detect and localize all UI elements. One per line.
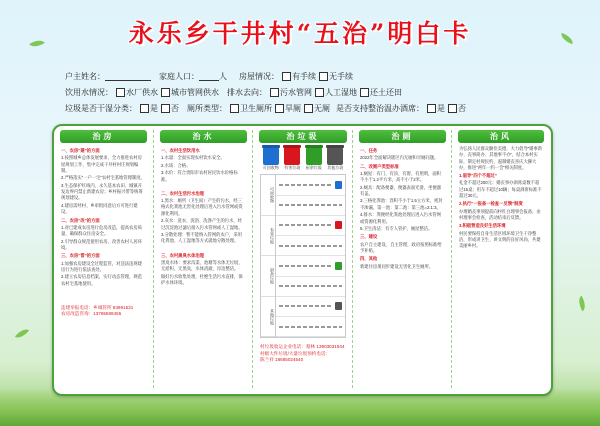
paragraph: 礼金不超过200元；婚丧事办酒席桌数不超过15桌；用车不超过10辆；每桌酒席标准不超过30元。	[459, 180, 542, 199]
table-row-label: 厨余垃圾	[261, 256, 275, 297]
section-title: 一、农村生活饮用水	[161, 148, 200, 153]
owner-field[interactable]	[105, 72, 151, 81]
paragraph: 2022年全面解决辖区内无厕和旱厕问题。	[360, 155, 439, 161]
section-title: 三、农房“管”的方面	[61, 253, 100, 259]
bin-row	[260, 147, 346, 171]
column-water	[153, 130, 253, 388]
family-field[interactable]	[199, 72, 219, 81]
table-row-label: 可回收物	[261, 175, 275, 216]
bin-label: 厨余垃圾	[305, 165, 322, 170]
bin-label: 可回收物	[262, 165, 279, 170]
house-label: 房屋情况：	[239, 72, 279, 81]
checkbox-house-permit[interactable]	[282, 72, 291, 81]
paragraph: 2.灰水：洗衣、洗浴、洗涤产生的污水，经过沉淀池过滤后接入污水管网或人工湿地。	[161, 218, 243, 230]
section-title: 二、改厕户类型标准	[360, 163, 399, 169]
opt-label: 还土还田	[370, 88, 402, 97]
garbage-label: 垃圾是否干湿分类：	[65, 104, 137, 113]
section-title: 二、农村生活污水治理	[161, 190, 204, 196]
bin-other-icon	[325, 147, 347, 171]
opt-label: 是	[437, 104, 445, 113]
checkbox-toilet-sanitary[interactable]	[230, 104, 239, 113]
family-unit: 人	[219, 72, 227, 81]
form-row-water	[65, 87, 402, 98]
water-label: 饮用水情况：	[65, 88, 113, 97]
paragraph: 农户自主建设、自主管理，政府按照标准给予补贴。	[360, 241, 442, 253]
checkbox-drain-field[interactable]	[360, 88, 369, 97]
paragraph: 3.水价：符合贵阳市农村居民饮水价格标准。	[161, 170, 238, 182]
table-row	[276, 196, 345, 216]
table-row	[276, 216, 345, 236]
form-row-garbage	[65, 103, 466, 114]
bin-recyclable-icon	[260, 147, 282, 171]
checkbox-water-city[interactable]	[161, 88, 170, 97]
bin-kitchen-icon	[303, 147, 325, 171]
opt-label: 是	[150, 104, 158, 113]
leaf-decoration-icon	[575, 296, 588, 312]
table-row	[276, 317, 345, 337]
sorting-table	[260, 174, 346, 338]
paragraph: 2.厕具：配备便器，便器表面光滑，坐便器有盖。	[360, 184, 441, 196]
paragraph: 3.生态保护红线内、永久基本农田、城镇开发边界内禁止新建农房；乡村振兴带等统筹规划建设。	[61, 182, 143, 201]
table-row	[276, 256, 345, 276]
paragraph: 办理婚丧事须提前向村红白理事会报备，由村理事会检查，活动结束后反馈。	[459, 208, 541, 220]
hazard-bin-icon	[335, 221, 342, 229]
page-title: 永乐乡干井村“五治”明白卡	[128, 19, 472, 48]
paragraph: 4.排水：粪便经化粪池处理后进入污水管网或资源化利用。	[360, 212, 441, 224]
form-row-owner	[65, 71, 353, 82]
section-title: 三、建设	[360, 234, 378, 240]
table-row-label: 有害垃圾	[261, 216, 275, 257]
paragraph: 2.严格落实“一户一宅”农村宅基地管理制度。	[61, 175, 145, 181]
paragraph: 3.分散处理：暂不能纳入管网的农户，采用化粪池、人工湿地等方式就地分散处理。	[161, 232, 242, 244]
contact-line: 村级大件垃圾/大量垃圾预约电话：	[260, 350, 331, 356]
opt-label: 否	[458, 104, 466, 113]
content-board	[52, 124, 553, 396]
section-title: 一、任务	[360, 148, 378, 153]
opt-label: 城市管网供水	[171, 88, 219, 97]
paragraph: 2.引导群众规范使用农房，改善农村人居环境。	[61, 238, 142, 250]
paragraph: 2.水质：合格。	[161, 162, 191, 168]
column-garbage	[252, 130, 353, 388]
table-row	[276, 277, 345, 297]
section-title: 四、其他	[360, 256, 378, 262]
opt-label: 有手续	[292, 72, 316, 81]
checkbox-drain-sewer[interactable]	[270, 88, 279, 97]
opt-label: 否	[171, 104, 179, 113]
kitchen-bin-icon	[335, 262, 342, 270]
paragraph: 3.三格化粪池：容积不小于1.5立方米，密封不渗漏，第一池：第二池：第三池=2:1:3。	[360, 198, 443, 210]
paragraph: 1.水量：全面实现农村饮水安全。	[161, 155, 225, 161]
column-head: 治水	[160, 130, 247, 143]
section-title: 2.执行“一报备一检查一反馈”制度	[459, 201, 523, 207]
opt-label: 卫生厕所	[240, 104, 272, 113]
paragraph: 5.卫生清洁：有专人管护，厕屋整洁。	[360, 226, 433, 232]
contact-line: 村垃圾收运企业电话：蔡林 13903031944	[260, 344, 345, 350]
contact-line: 陈兰祥 18685024540	[260, 357, 304, 363]
paragraph: 黑臭水体：要求沟渠、池塘等水体无垃圾、无淤积、无黑臭，水体清澈，岸边整洁。	[161, 259, 243, 272]
column-toilet	[352, 130, 452, 388]
other-bin-icon	[335, 302, 342, 310]
support-label: 是否支持整治温办酒席：	[336, 104, 424, 113]
column-head: 治风	[458, 130, 544, 143]
paragraph: 1.厕屋：有门、有顶、有窗、有照明，面积不小于1.2平方米，高不小于2米。	[360, 170, 441, 183]
paragraph: 村民要保持自身生活区域环境卫生干净整洁，形成讲卫生、讲文明的良好风尚，共建美丽乡村。	[459, 230, 541, 249]
column-head: 治垃圾	[259, 130, 347, 143]
section-title: 三、农村黑臭水体治理	[161, 252, 204, 258]
checkbox-water-plant[interactable]	[116, 88, 125, 97]
paragraph: 1.黑水：厕所（卫生间）产生的污水，经三格式化粪池无害化处理后进入污水管网或资源化利用。	[161, 198, 243, 216]
contact-line: 违建举报电话：乡城管所 83991531	[61, 304, 134, 310]
paragraph: 4.建房需经村、乡审批同意后方可进行建设。	[61, 202, 138, 215]
table-row	[276, 236, 345, 256]
section-title: 3.积极营造良好生活环境	[459, 223, 506, 229]
table-row	[276, 297, 345, 317]
recycle-bin-icon	[335, 181, 342, 189]
contact-line: 农房改造咨询：13765589455	[61, 311, 122, 317]
owner-label: 户主姓名：	[65, 72, 105, 81]
leaf-decoration-icon	[15, 326, 29, 341]
opt-label: 旱厕	[285, 104, 301, 113]
toilet-label: 厕所类型：	[187, 104, 227, 113]
table-row-label: 其他垃圾	[261, 297, 275, 338]
checkbox-support-no[interactable]	[448, 104, 457, 113]
opt-label: 无手续	[329, 72, 353, 81]
paragraph: 1.对已建成农房进行危房改造，提高农房质量，确保群众住房安全。	[61, 224, 142, 237]
column-head: 治房	[60, 130, 147, 143]
paragraph: 1.按照城乡总体发展要求，全力推进农村房屋规划工作，集中完成干井村村庄规划编制。	[61, 155, 142, 173]
column-housing	[54, 130, 153, 388]
paragraph: 做好污水收集处理，杜绝生活污水直排，保护水体环境。	[161, 273, 243, 285]
checkbox-toilet-none[interactable]	[304, 104, 313, 113]
opt-label: 水厂供水	[126, 88, 158, 97]
opt-label: 无厕	[314, 104, 330, 113]
section-title: 1.倡导“四个不超过”	[459, 173, 497, 179]
section-title: 二、农房“改”的方面	[61, 217, 100, 223]
paragraph: 2.建立农房信息档案，实行动态管理，规范农村宅基地使用。	[61, 274, 142, 286]
checkbox-drain-wetland[interactable]	[315, 88, 324, 97]
column-head: 治厕	[359, 130, 446, 143]
checkbox-house-nopermit[interactable]	[319, 72, 328, 81]
checkbox-support-yes[interactable]	[427, 104, 436, 113]
bin-hazardous-icon	[282, 147, 304, 171]
paragraph: 新建住房须同步建设无害化卫生厕所。	[360, 263, 434, 269]
column-custom	[451, 130, 550, 388]
family-label: 家庭人口：	[159, 72, 199, 81]
checkbox-garbage-no[interactable]	[161, 104, 170, 113]
table-row	[276, 175, 345, 195]
checkbox-garbage-yes[interactable]	[140, 104, 149, 113]
opt-label: 污水管网	[280, 88, 312, 97]
checkbox-toilet-dry[interactable]	[275, 104, 284, 113]
section-title: 一、农房“建”的方面	[61, 148, 100, 153]
opt-label: 人工湿地	[325, 88, 357, 97]
paragraph: 1.加强农房建设全过程监管，对违法违规建房行为进行依法查处。	[61, 260, 142, 272]
bin-label: 其他垃圾	[327, 165, 344, 170]
paragraph: 为弘扬人民群众勤俭美德，大力倡导“婚事新办、丧事简办、其他事不办”，结合本村实际，制定村规民约，遏制婚丧喜庆大操大办，推进“两年一约一会”相关制度。	[459, 146, 543, 170]
bin-label: 有害垃圾	[284, 165, 301, 170]
drain-label: 排水去向：	[227, 88, 267, 97]
